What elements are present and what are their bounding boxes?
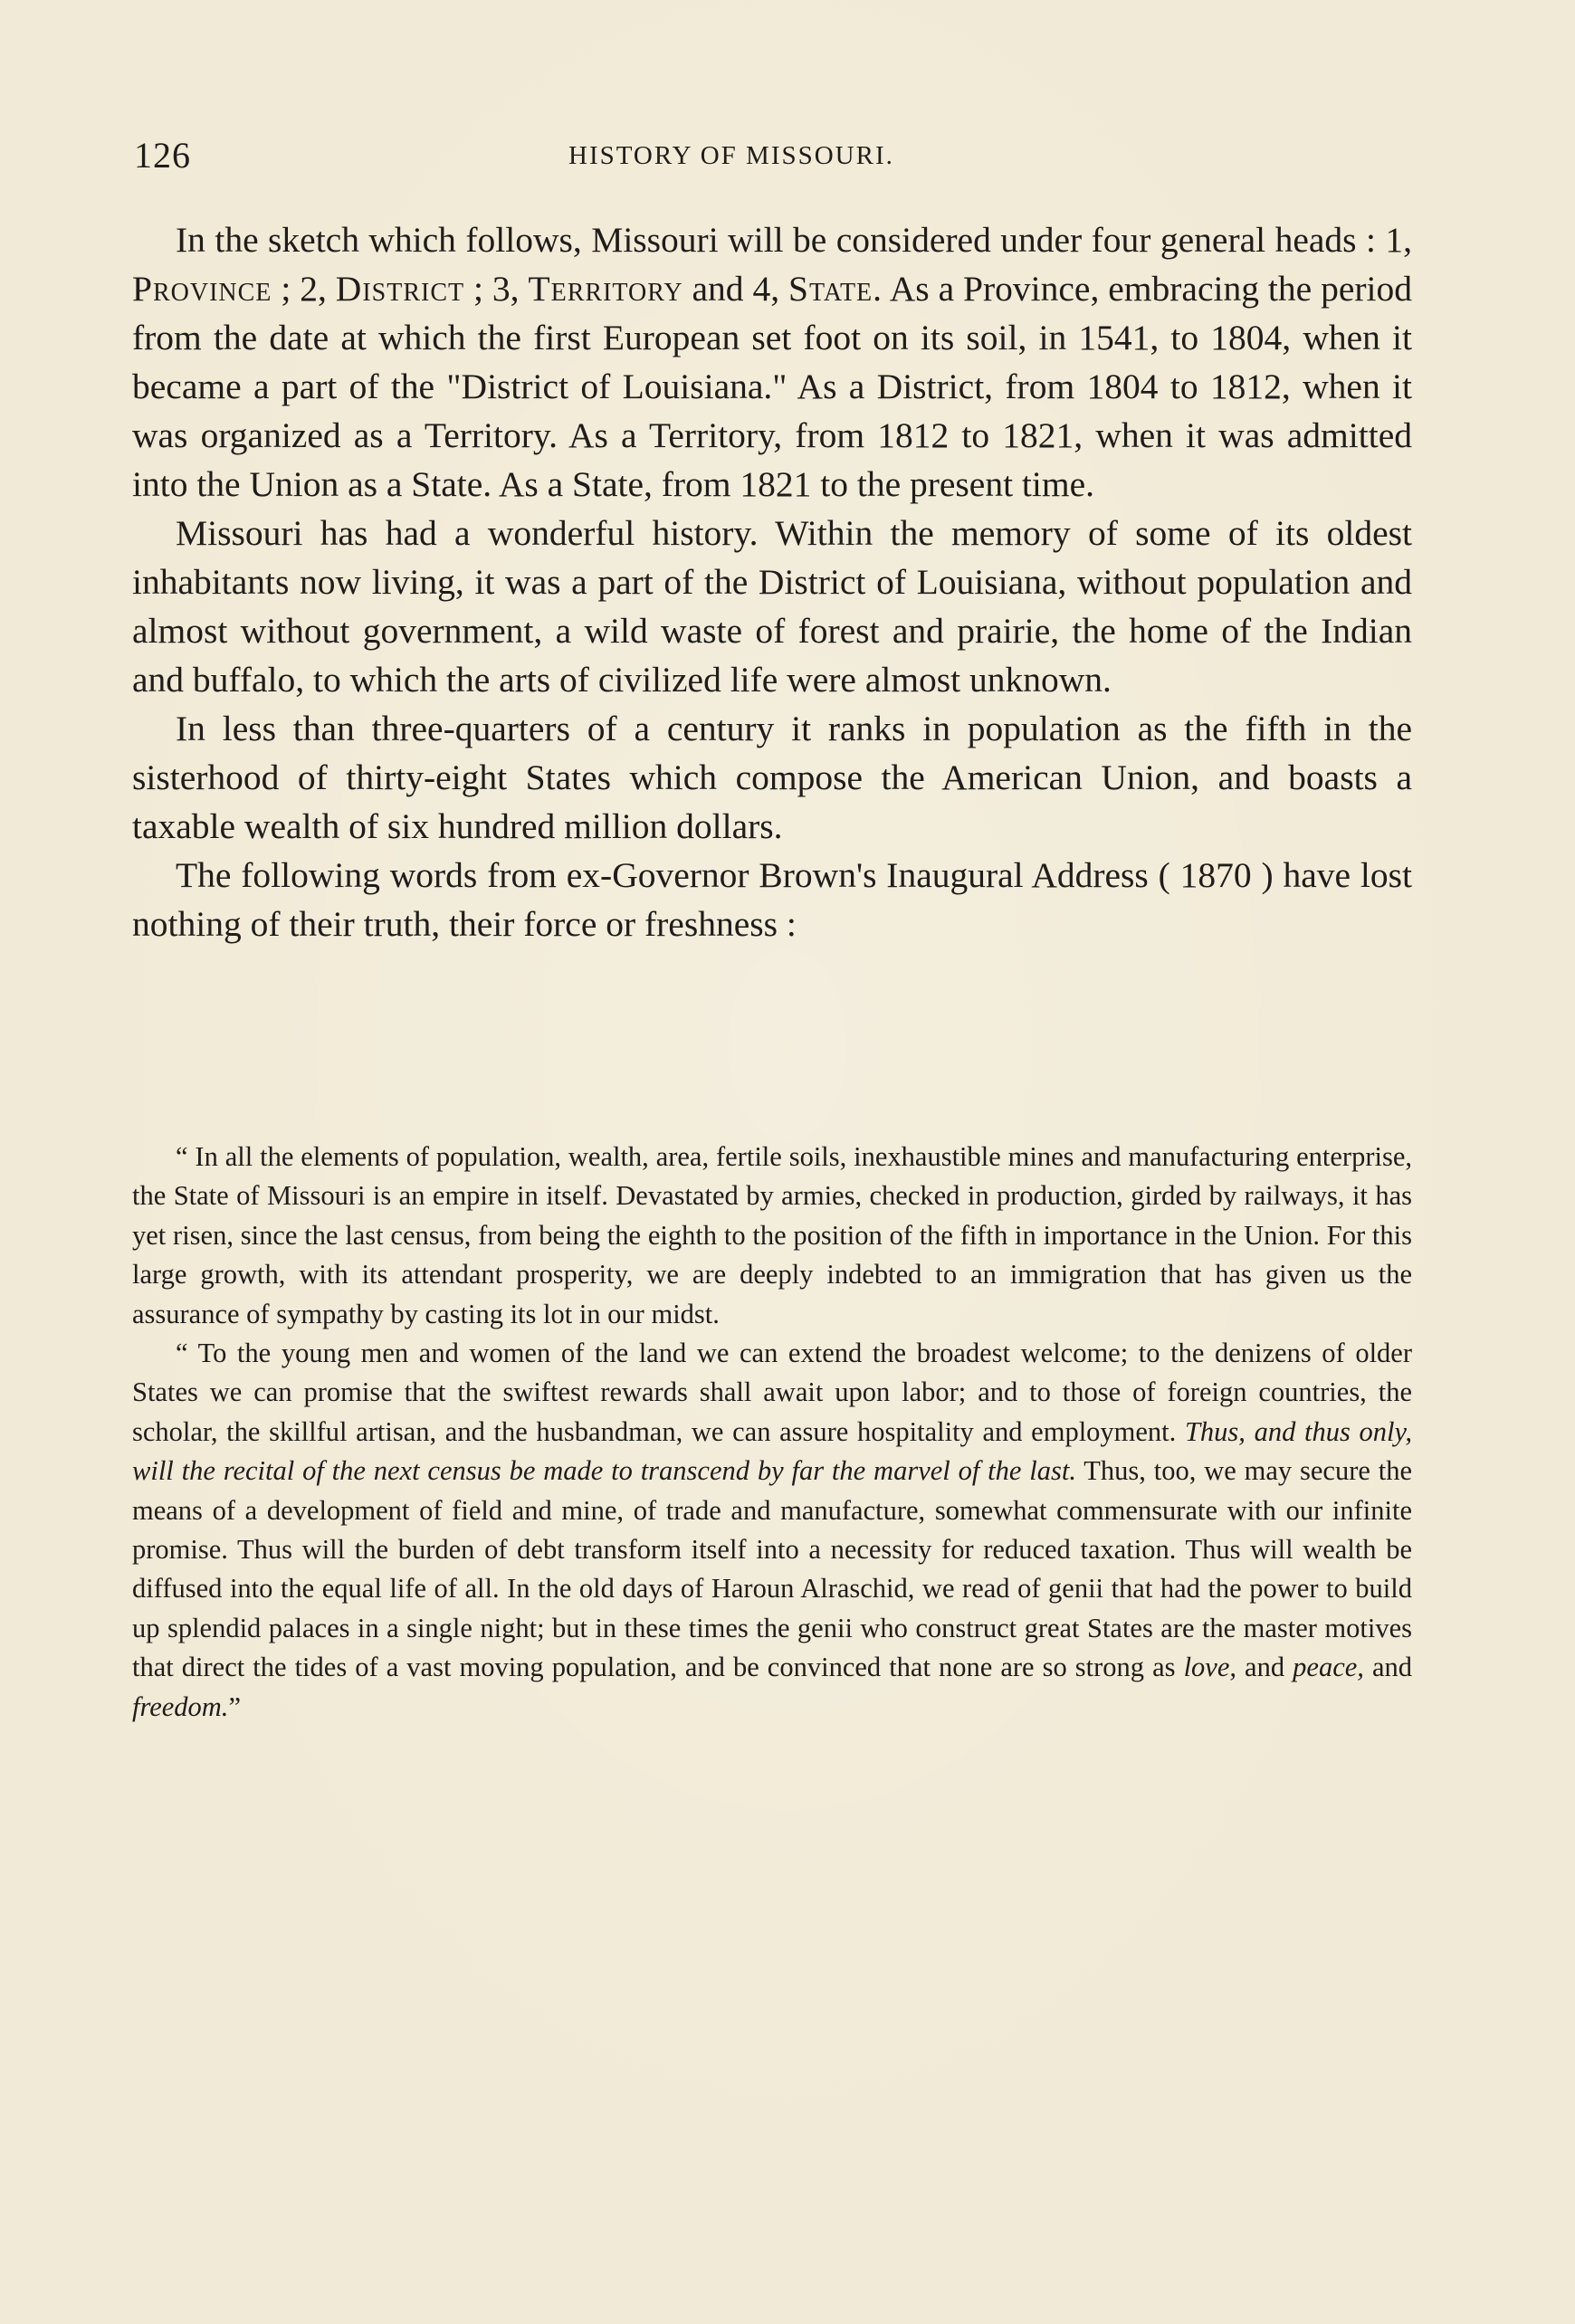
italic-word: love, <box>1183 1652 1236 1683</box>
paragraph-3: In less than three-quarters of a century it ranks in population as the fifth in the sisterhood of thirty-eight States which compose the American Union, and boasts a taxable wealth of six hundred million dollars. <box>132 709 1412 846</box>
small-caps-term: Territory <box>528 269 683 309</box>
running-head: HISTORY OF MISSOURI. <box>568 141 894 170</box>
italic-run: Thus, and thus only, will the recital of the next census be made to transcend by far the marvel of the last. <box>132 1415 1412 1487</box>
text-run: As a Province, embracing the period from the date at which the first European set foot on its soil, in 1541, to 1804, when it became a part of the "District of Louisiana." As a District, from 1804 to 1812, when it was organized as a Territory. As a Territory, from 1812 to 1821, when it was admitted into the Union as a State. As a State, from 1821 to the present time. <box>132 269 1412 504</box>
paragraph-2: Missouri has had a wonderful history. Within the memory of some of its oldest inhabitants now living, it was a part of the District of Louisiana, without population and almost without government, a wild waste of forest and prairie, the home of the Indian and buffalo, to which the arts of civilized life were almost unknown. <box>132 513 1412 700</box>
text-run: and 4, <box>682 269 788 309</box>
page-header <box>134 134 1412 179</box>
italic-word: peace, <box>1293 1652 1364 1683</box>
small-caps-term: Province <box>132 269 272 309</box>
text-run: and <box>1236 1652 1293 1683</box>
text-run: In the sketch which follows, Missouri will be considered under four general heads : 1, <box>176 220 1412 260</box>
quote-paragraph-2 <box>132 1334 1412 1727</box>
italic-word: freedom. <box>132 1691 229 1722</box>
page-number: 126 <box>134 135 191 176</box>
quote-paragraph-1: “ In all the elements of population, wealth, area, fertile soils, inexhaustible mines and manufacturing enterprise, the State of Missouri is an empire in itself. Devastated by armies, checked in production, girded by railways, it has yet risen, since the last census, from being the eighth to the position of the fifth in importance in the Union. For this large growth, with its attendant prosperity, we are deeply indebted to an immigration that has given us the assurance of sympathy by casting its lot in our midst. <box>132 1141 1412 1329</box>
paragraph-1 <box>132 215 1412 509</box>
closing-quote: ” <box>228 1691 241 1722</box>
text-run: ; 3, <box>464 269 529 309</box>
paragraph-4: The following words from ex-Governor Brown's Inaugural Address ( 1870 ) have lost nothing of their truth, their force or freshness : <box>132 855 1412 944</box>
text-run: and <box>1363 1652 1412 1683</box>
text-run: ; 2, <box>272 269 336 309</box>
block-quote <box>132 1138 1412 1727</box>
small-caps-term: District <box>335 269 465 309</box>
small-caps-term: State. <box>788 269 883 309</box>
text-run: Thus, too, we may secure the means of a development of field and mine, of trade and manufacture, somewhat commensurate with our infinite promise. Thus will the burden of debt transform itself into a necessity for reduced taxation. Thus will wealth be diffused into the equal life of all. In the old days of Haroun Alraschid, we read of genii that had the power to build up splendid palaces in a single night; but in these times the genii who construct great States are the master motives that direct the tides of a vast moving population, and be convinced that none are so strong as <box>132 1455 1412 1683</box>
main-text <box>132 215 1412 948</box>
text-run: “ To the young men and women of the land we can extend the broadest welcome; to the denizens of older States we can promise that the swiftest rewards shall await upon labor; and to those of foreign countries, the scholar, the skillful artisan, and the husbandman, we can assure hospitality and employment. <box>132 1338 1412 1447</box>
